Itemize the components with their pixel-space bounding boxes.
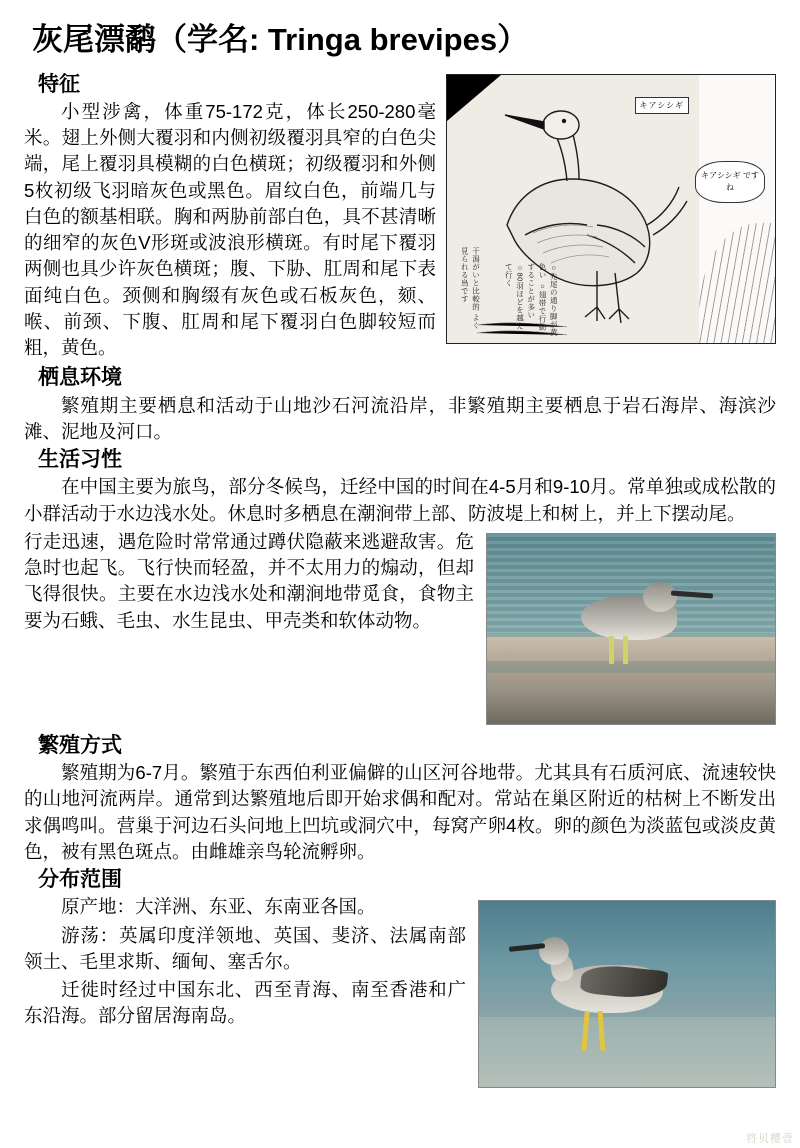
photo-tattler-on-ledge bbox=[486, 533, 776, 725]
black-corner-decor bbox=[447, 75, 501, 121]
section-body-features: 小型涉禽，体重75-172克，体长250-280毫米。翅上外侧大覆羽和内侧初级覆羽具窄的白色尖端，尾上覆羽具模糊的白色横斑；初级覆羽和外侧5枚初级飞羽暗灰色或黑色。眉纹白色，前端几与白色的额基相联。胸和两胁前部白色，具不甚清晰的细窄的灰色V形斑或波浪形横斑。有时尾下覆羽两侧也具少许灰色横斑；腹、下胁、肛周和尾下表面纯白色。颈侧和胸缀有灰色或石板灰色，颏、喉、前颈、下腹、肛周和尾下覆羽白色脚较短而粗，黄色。 bbox=[24, 100, 436, 359]
photo-bird-subject bbox=[563, 580, 711, 654]
bird-beak bbox=[671, 590, 713, 598]
section-heading-breeding: 繁殖方式 bbox=[38, 733, 122, 757]
photo-bird-subject-2 bbox=[525, 931, 705, 1061]
illustration-label: キアシシギ bbox=[635, 97, 689, 114]
bird-head bbox=[643, 582, 677, 612]
section-body-habitat: 繁殖期主要栖息和活动于山地沙石河流沿岸，非繁殖期主要栖息于岩石海岸、海滨沙滩、泥地及河口。 bbox=[24, 394, 776, 442]
section-habits bbox=[24, 447, 776, 731]
photo-tattler-wading bbox=[478, 900, 776, 1088]
section-heading-habitat: 栖息环境 bbox=[38, 366, 122, 390]
section-breeding bbox=[24, 733, 776, 865]
watermark: 将贝樱壹 bbox=[746, 1133, 794, 1145]
section-body-distribution-3: 迁徙时经过中国东北、西至青海、南至香港和广东沿海。部分留居海南岛。 bbox=[24, 979, 466, 1027]
illustration-figure bbox=[446, 74, 776, 344]
bird-leg-right-2 bbox=[598, 1011, 606, 1051]
bird-leg-left-2 bbox=[581, 1011, 589, 1051]
section-body-habits-1: 在中国主要为旅鸟，部分冬候鸟，迁经中国的时间在4-5月和9-10月。常单独或成松散的小群活动于水边浅水处。休息时多栖息在潮涧带上部、防波堤上和树上，并上下摆动尾。 bbox=[24, 476, 776, 524]
illustration-vertical-text-1: 干潟がいと比較的 よく見られる鳥です bbox=[460, 246, 481, 330]
bird-leg-left bbox=[609, 636, 614, 664]
bird-leg-right bbox=[623, 636, 628, 664]
section-heading-features: 特征 bbox=[38, 72, 80, 96]
manga-side-panel bbox=[699, 75, 775, 343]
character-hair-decor bbox=[699, 223, 776, 343]
page-title: 灰尾漂鹬（学名: Tringa brevipes） bbox=[32, 22, 529, 57]
section-features bbox=[24, 72, 776, 364]
section-habitat bbox=[24, 365, 776, 445]
speech-bubble: キアシシギ ですね bbox=[695, 161, 765, 203]
section-body-habits-2: 行走迅速，遇危险时常常通过蹲伏隐蔽来逃避敌害。危急时也起飞。飞行快而轻盈，并不太用力的煽动，但却飞得很快。主要在水边浅水处和潮涧地带觅食，食物主要为石蛾、毛虫、水生昆虫、甲壳类和软体动物。 bbox=[24, 530, 474, 631]
manga-panel bbox=[446, 74, 776, 344]
section-body-distribution-2: 游荡：英属印度洋领地、英国、斐济、法属南部领土、毛里求斯、缅甸、塞舌尔。 bbox=[24, 924, 466, 972]
section-heading-distribution: 分布范围 bbox=[38, 868, 122, 892]
illustration-vertical-text-2: ○先尾の通り脚が黄色い ○翅帯で行動することが多い ○80羽ほどを越えて行く bbox=[504, 262, 559, 337]
section-body-distribution-1: 原产地：大洋洲、东亚、东南亚各国。 bbox=[61, 896, 376, 918]
section-heading-habits: 生活习性 bbox=[38, 448, 122, 472]
section-distribution bbox=[24, 867, 776, 1092]
manga-main-panel bbox=[447, 75, 701, 343]
section-body-breeding: 繁殖期为6-7月。繁殖于东西伯利亚偏僻的山区河谷地带。尤其具有石质河底、流速较快的山地河流两岸。通常到达繁殖地后即开始求偶和配对。常站在巢区附近的枯树上不断发出求偶鸣叫。营巢于河边石头问地上凹坑或洞穴中，每窝产卵4枚。卵的颜色为淡蓝包或淡皮黄色，被有黑色斑点。由雌雄亲鸟轮流孵卵。 bbox=[24, 762, 776, 862]
